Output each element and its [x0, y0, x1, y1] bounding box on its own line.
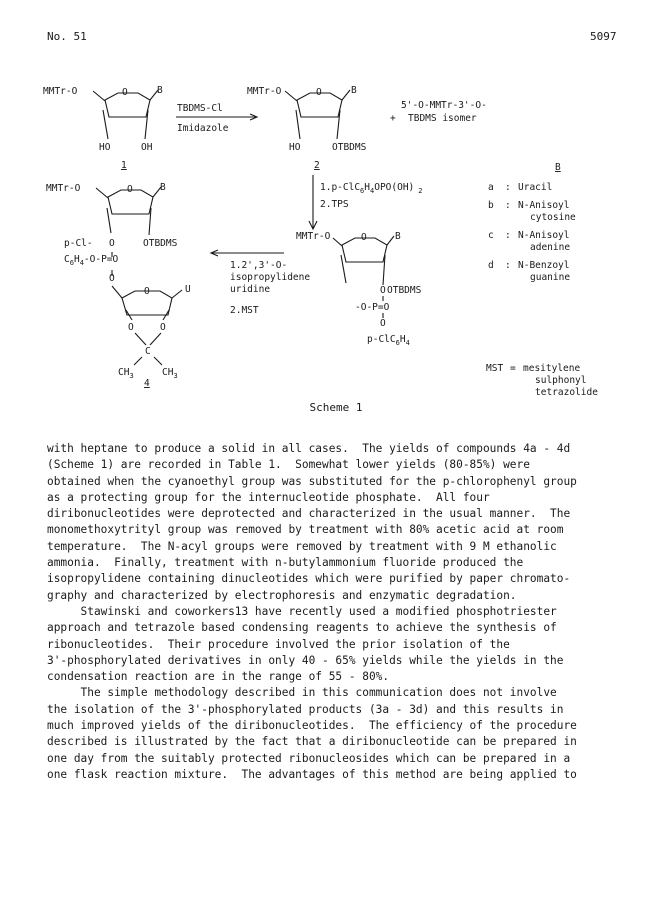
- byproduct-line1: 5'-O-MMTr-3'-O-: [401, 100, 487, 111]
- base-legend: [488, 182, 576, 283]
- base-legend-key: a: [488, 182, 494, 193]
- compound4-acetal-c: C: [145, 346, 151, 357]
- body-line: approach and tetrazole based condensing reagents to achieve the synthesis of: [47, 621, 557, 635]
- step3-line1: 1.2',3'-O-: [230, 260, 288, 271]
- body-line: as a protecting group for the internucleotide phosphate. All four: [47, 490, 490, 504]
- compound4-ring2-o-right: O: [160, 322, 166, 333]
- compound4-p-cl: p-Cl-: [64, 238, 93, 249]
- body-line: isopropylidene containing dinucleotides which were purified by paper chromato-: [47, 572, 571, 586]
- compound3-p-o: O: [380, 285, 386, 296]
- mst-legend-value: tetrazolide: [535, 387, 598, 398]
- body-line: obtained when the cyanoethyl group was substituted for the p-chlorophenyl group: [47, 474, 577, 488]
- body-line: one flask reaction mixture. The advantages of this method are being applied to: [47, 767, 577, 781]
- body-line: much improved yields of the diribonucleotides. The efficiency of the procedure: [47, 719, 577, 733]
- compound2-label: 2: [314, 160, 320, 171]
- compound2-base: B: [351, 85, 357, 96]
- body-line: ribonucleotides. Their procedure involved the prior isolation of the: [47, 637, 510, 651]
- compound4-me2: $CH_3$: [162, 367, 178, 380]
- base-legend-key: c: [488, 230, 494, 241]
- step3-line4: 2.MST: [230, 305, 259, 316]
- compound4-p-o-top: O: [109, 238, 115, 249]
- compound4-p-o-bottom: O: [109, 273, 115, 284]
- journal-issue: No. 51: [47, 30, 87, 43]
- compound2-ho: HO: [289, 142, 301, 153]
- mst-legend-key: MST: [486, 363, 504, 374]
- body-line: graphy and characterized by electrophoresis and enzymatic degradation.: [47, 588, 517, 602]
- base-legend-value: adenine: [530, 242, 571, 253]
- step2-line1: $1.p-ClC_6H_4OPO(OH)$ $_2$: [320, 182, 423, 195]
- base-legend-value: N-Anisoyl: [518, 230, 570, 241]
- step1-reagent2: Imidazole: [177, 123, 229, 134]
- byproduct-line2: TBDMS isomer: [408, 113, 477, 124]
- compound2-otbdms: OTBDMS: [332, 142, 367, 153]
- compound4-ring2-base: U: [185, 284, 191, 295]
- compound3-otbdms: OTBDMS: [387, 285, 422, 296]
- compound4-label: 4: [144, 378, 150, 389]
- step2-line2: 2.TPS: [320, 199, 349, 210]
- body-line: monomethoxytrityl group was removed by treatment with 80% acetic acid at room: [47, 523, 564, 537]
- compound1-label: 1: [121, 160, 127, 171]
- compound1-mmtr: MMTr-O: [43, 86, 78, 97]
- base-legend-key: d: [488, 260, 494, 271]
- mst-legend-sep: =: [510, 363, 516, 374]
- compound3-base: B: [395, 231, 401, 242]
- compound3-mmtr: MMTr-O: [296, 231, 331, 242]
- scheme-caption: Scheme 1: [309, 401, 363, 414]
- body-line: described is illustrated by the fact that a diribonucleotide can be prepared in: [47, 735, 577, 749]
- compound4-aryl: $C_6H_4-O-P=O$: [64, 254, 119, 267]
- base-legend-sep: :: [505, 182, 511, 193]
- compound3-p-line: -O-P=O: [355, 302, 390, 313]
- compound4-otbdms: OTBDMS: [143, 238, 178, 249]
- reaction-scheme: [0, 0, 672, 420]
- body-line: with heptane to produce a solid in all cases. The yields of compounds 4a - 4d: [47, 442, 571, 455]
- base-legend-heading: B: [555, 162, 561, 173]
- body-line: The simple methodology described in this communication does not involve: [47, 686, 557, 700]
- body-line: temperature. The N-acyl groups were removed by treatment with 9 M ethanolic: [47, 539, 557, 553]
- body-line: ammonia. Finally, treatment with n-butylammonium fluoride produced the: [47, 556, 524, 570]
- compound4-base: B: [160, 182, 166, 193]
- compound3-p-o2: O: [380, 318, 386, 329]
- step1-reagent1: TBDMS-Cl: [177, 103, 223, 114]
- mst-legend-value: sulphonyl: [535, 375, 587, 386]
- base-legend-value: N-Benzoyl: [518, 260, 570, 271]
- compound1-base: B: [157, 85, 163, 96]
- step3-line3: uridine: [230, 284, 271, 295]
- body-line: 3'-phosphorylated derivatives in only 40 - 65% yields while the yields in the: [47, 653, 564, 667]
- body-line: Stawinski and coworkers13 have recently used a modified phosphotriester: [47, 604, 557, 618]
- compound2-ring-o: O: [316, 87, 322, 98]
- compound2-mmtr: MMTr-O: [247, 86, 282, 97]
- compound4-ring2-o: O: [144, 286, 150, 297]
- compound4-me1: $CH_3$: [118, 367, 134, 380]
- base-legend-key: b: [488, 200, 494, 211]
- compound4-ring2-o-left: O: [128, 322, 134, 333]
- compound1-oh: OH: [141, 142, 153, 153]
- body-line: (Scheme 1) are recorded in Table 1. Somewhat lower yields (80-85%) were: [47, 458, 530, 472]
- page-number: 5097: [590, 30, 617, 43]
- base-legend-sep: :: [505, 260, 511, 271]
- byproduct-plus: +: [390, 113, 396, 124]
- compound3-ring-o: O: [361, 232, 367, 243]
- compound4-mmtr: MMTr-O: [46, 183, 81, 194]
- base-legend-value: cytosine: [530, 212, 576, 223]
- base-legend-value: guanine: [530, 272, 571, 283]
- base-legend-sep: :: [505, 200, 511, 211]
- compound1-ring-o: O: [122, 87, 128, 98]
- compound1-ho: HO: [99, 142, 111, 153]
- base-legend-value: N-Anisoyl: [518, 200, 570, 211]
- mst-legend: [486, 363, 598, 398]
- body-line: diribonucleotides were deprotected and characterized in the usual manner. The: [47, 507, 571, 521]
- base-legend-sep: :: [505, 230, 511, 241]
- body-line: the isolation of the 3'-phosphorylated products (3a - 3d) and this results in: [47, 702, 564, 716]
- body-line: condensation reaction are in the range of 55 - 80%.: [47, 670, 390, 684]
- compound4-ring-o: O: [127, 184, 133, 195]
- body-line: one day from the suitably protected ribonucleosides which can be prepared in a: [47, 751, 571, 765]
- compound3-aryl: $p-ClC_6H_4$: [367, 334, 410, 347]
- step3-line2: isopropylidene: [230, 272, 311, 283]
- base-legend-value: Uracil: [518, 182, 553, 193]
- mst-legend-value: mesitylene: [523, 363, 581, 374]
- body-text: [47, 441, 632, 783]
